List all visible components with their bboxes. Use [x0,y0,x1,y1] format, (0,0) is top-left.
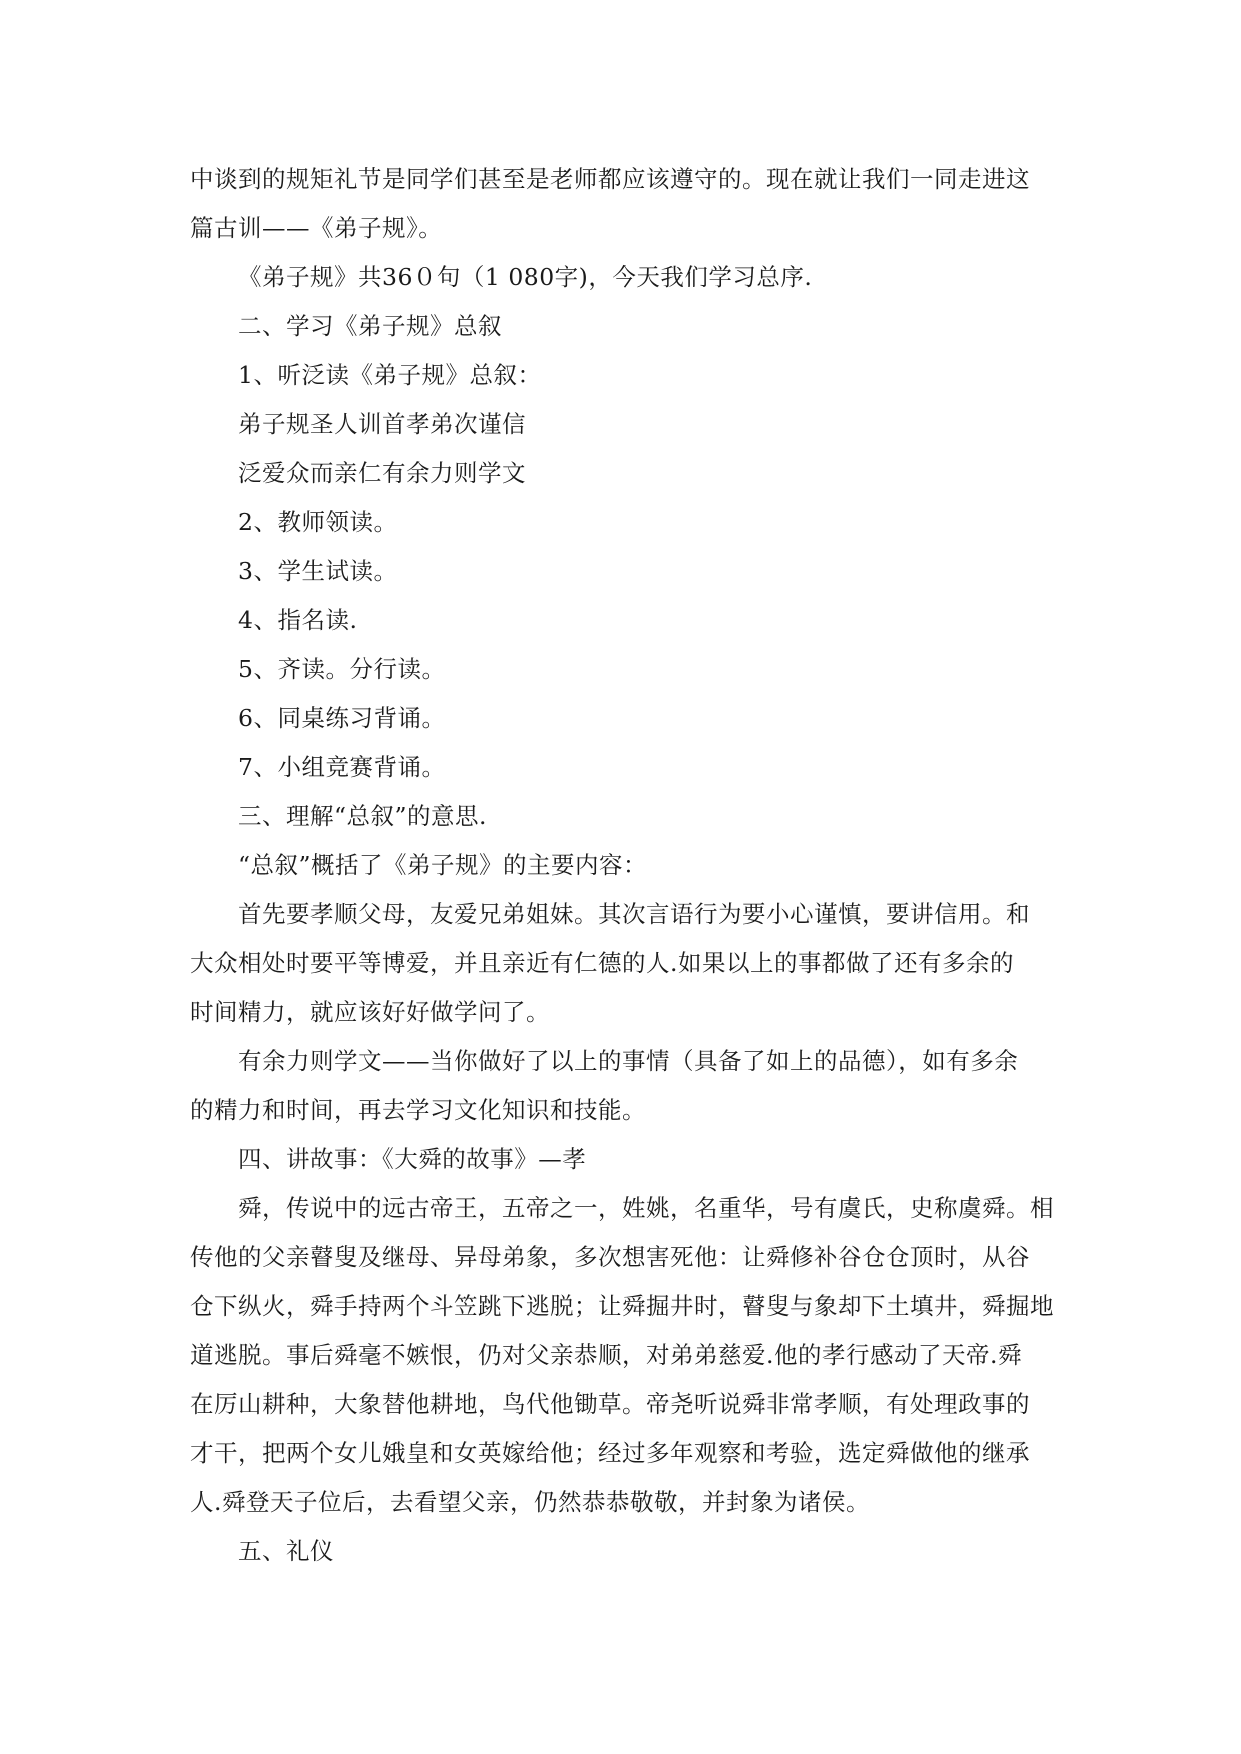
text-line: 大众相处时要平等博爱，并且亲近有仁德的人.如果以上的事都做了还有多余的 [190,949,1014,977]
text-line: 篇古训——《弟子规》。 [190,214,443,242]
list-item: 6、同桌练习背诵。 [238,704,446,732]
text-line: 在厉山耕种，大象替他耕地，鸟代他锄草。帝尧听说舜非常孝顺，有处理政事的 [190,1390,1030,1418]
text-line: 的精力和时间，再去学习文化知识和技能。 [190,1096,646,1124]
document-page [190,155,1060,1576]
section-heading: 四、讲故事：《大舜的故事》—孝 [238,1145,587,1173]
verse-line: 弟子规圣人训首孝弟次谨信 [238,410,526,438]
text-line: 道逃脱。事后舜毫不嫉恨，仍对父亲恭顺，对弟弟慈爱.他的孝行感动了天帝.舜 [190,1341,1022,1369]
list-item: 4、指名读. [238,606,358,634]
text-line: 中谈到的规矩礼节是同学们甚至是老师都应该遵守的。现在就让我们一同走进这 [190,165,1030,193]
text-line: 才干，把两个女儿娥皇和女英嫁给他；经过多年观察和考验，选定舜做他的继承 [190,1439,1030,1467]
section-heading: 三、理解“总叙”的意思. [238,802,487,830]
text-line: 舜，传说中的远古帝王，五帝之一，姓姚，名重华，号有虞氏，史称虞舜。相 [238,1194,1054,1222]
text-line: 时间精力，就应该好好做学问了。 [190,998,550,1026]
text-line: 仓下纵火，舜手持两个斗笠跳下逃脱；让舜掘井时，瞽叟与象却下土填井，舜掘地 [190,1292,1054,1320]
list-item: 3、学生试读。 [238,557,398,585]
list-item: 1、听泛读《弟子规》总叙： [238,361,542,389]
list-item: 7、小组竞赛背诵。 [238,753,446,781]
section-heading: 二、学习《弟子规》总叙 [238,312,502,340]
text-line: 人.舜登天子位后，去看望父亲，仍然恭恭敬敬，并封象为诸侯。 [190,1488,870,1516]
text-line: 《弟子规》共36０句（1 080字)，今天我们学习总序. [238,263,813,291]
text-line: “总叙”概括了《弟子规》的主要内容： [238,851,648,879]
text-line: 有余力则学文——当你做好了以上的事情（具备了如上的品德），如有多余 [238,1047,1019,1075]
text-line: 传他的父亲瞽叟及继母、异母弟象，多次想害死他：让舜修补谷仓仓顶时，从谷 [190,1243,1030,1271]
verse-line: 泛爱众而亲仁有余力则学文 [238,459,526,487]
list-item: 5、齐读。分行读。 [238,655,446,683]
list-item: 2、教师领读。 [238,508,398,536]
section-heading: 五、礼仪 [238,1537,334,1565]
text-line: 首先要孝顺父母，友爱兄弟姐妹。其次言语行为要小心谨慎，要讲信用。和 [238,900,1030,928]
